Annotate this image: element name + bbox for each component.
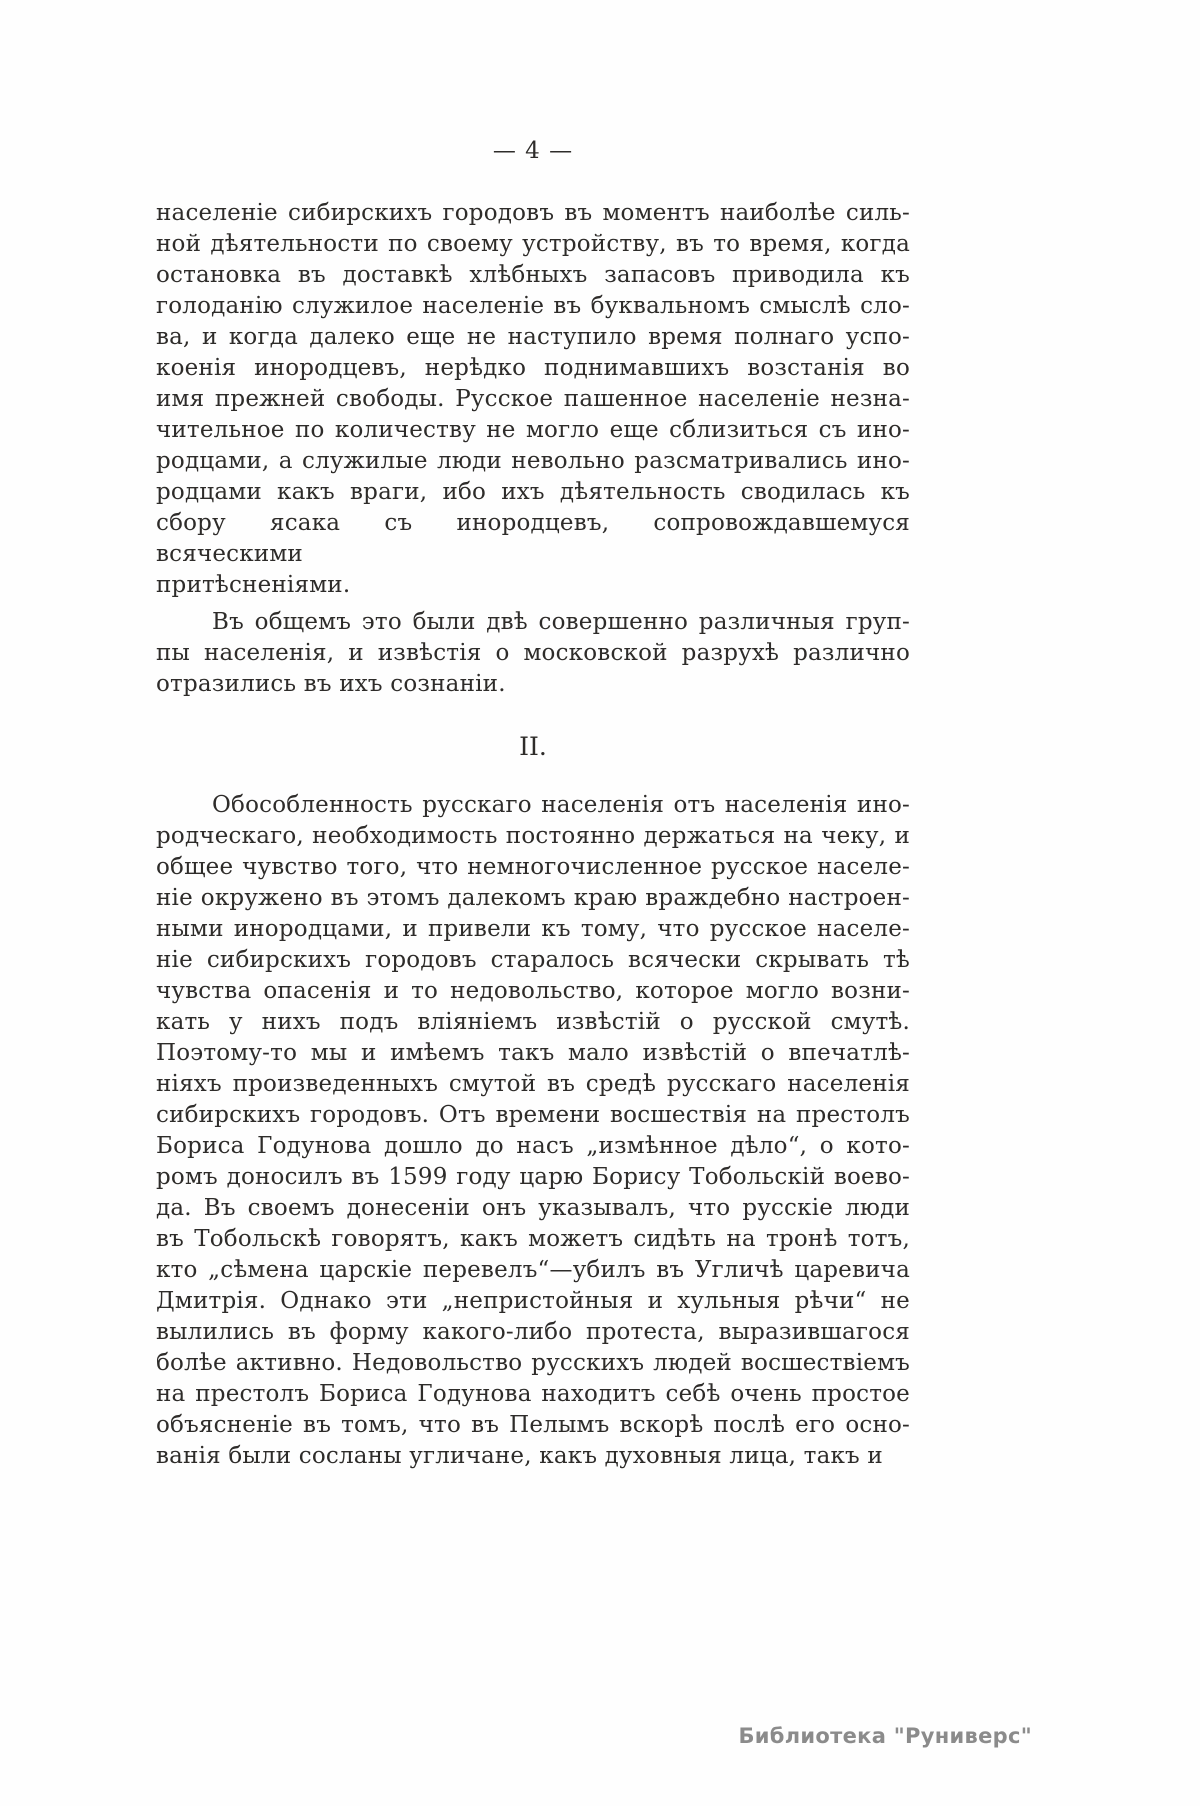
text-block: [156, 198, 910, 1472]
text-line: ромъ доносилъ въ 1599 году царю Борису Тобольскій воево-: [156, 1164, 910, 1190]
text-line: кто „сѣмена царскіе перевелъ“—убилъ въ Угличѣ царевича: [156, 1257, 910, 1283]
text-line: сбору ясака съ инородцевъ, сопровождавшемуся всяческими: [156, 510, 910, 567]
text-line: болѣе активно. Недовольство русскихъ людей восшествіемъ: [156, 1350, 910, 1376]
text-line: сибирскихъ городовъ. Отъ времени восшествія на престолъ: [156, 1102, 910, 1128]
text-line: Поэтому-то мы и имѣемъ такъ мало извѣстій о впечатлѣ-: [156, 1040, 910, 1066]
text-line: родческаго, необходимость постоянно держаться на чеку, и: [156, 823, 910, 849]
text-column: [156, 138, 910, 1472]
section-heading: II.: [519, 732, 547, 761]
text-line: отразились въ ихъ сознаніи.: [156, 671, 506, 697]
text-line: да. Въ своемъ донесеніи онъ указывалъ, что русскіе люди: [156, 1195, 910, 1221]
text-line: остановка въ доставкѣ хлѣбныхъ запасовъ приводила къ: [156, 262, 910, 288]
text-line: ной дѣятельности по своему устройству, въ то время, когда: [156, 231, 910, 257]
paragraph: [156, 790, 910, 1472]
page-number: — 4 —: [492, 138, 574, 164]
text-line: кать у нихъ подъ вліяніемъ извѣстій о русской смутѣ.: [156, 1009, 910, 1035]
paragraph: [156, 198, 910, 601]
text-line: ванія были сосланы угличане, какъ духовныя лица, такъ и: [156, 1443, 883, 1469]
text-line: родцами какъ враги, ибо ихъ дѣятельность сводилась къ: [156, 479, 910, 505]
text-line: притѣсненіями.: [156, 572, 351, 598]
text-line: имя прежней свободы. Русское пашенное населеніе незна-: [156, 386, 910, 412]
text-line: ва, и когда далеко еще не наступило время полнаго успо-: [156, 324, 910, 350]
text-line: вылились въ форму какого-либо протеста, выразившагося: [156, 1319, 910, 1345]
text-line: ніяхъ произведенныхъ смутой въ средѣ русскаго населенія: [156, 1071, 910, 1097]
text-line: общее чувство того, что немногочисленное русское населе-: [156, 854, 910, 880]
text-line: Дмитрія. Однако эти „непристойныя и хульныя рѣчи“ не: [156, 1288, 910, 1314]
text-line: ніе окружено въ этомъ далекомъ краю враждебно настроен-: [156, 885, 910, 911]
text-line: на престолъ Бориса Годунова находитъ себѣ очень простое: [156, 1381, 910, 1407]
text-line: голоданію служилое населеніе въ буквальномъ смыслѣ сло-: [156, 293, 910, 319]
text-line: пы населенія, и извѣстія о московской разрухѣ различно: [156, 640, 910, 666]
text-line: ными инородцами, и привели къ тому, что русское населе-: [156, 916, 910, 942]
text-line: Въ общемъ это были двѣ совершенно различныя груп-: [212, 609, 910, 635]
text-line: объясненіе въ томъ, что въ Пелымъ вскорѣ послѣ его осно-: [156, 1412, 910, 1438]
text-line: коенія инородцевъ, нерѣдко поднимавшихъ возстанія во: [156, 355, 910, 381]
text-line: Обособленность русскаго населенія отъ населенія ино-: [212, 792, 910, 818]
library-watermark: Библиотека "Руниверс": [738, 1724, 1032, 1748]
text-line: родцами, а служилые люди невольно разсматривались ино-: [156, 448, 910, 474]
text-line: чувства опасенія и то недовольство, которое могло возни-: [156, 978, 910, 1004]
text-line: чительное по количеству не могло еще сблизиться съ ино-: [156, 417, 910, 443]
text-line: Бориса Годунова дошло до насъ „измѣнное дѣло“, о кото-: [156, 1133, 910, 1159]
text-line: ніе сибирскихъ городовъ старалось всячески скрывать тѣ: [156, 947, 910, 973]
paragraph: [156, 607, 910, 700]
text-line: населеніе сибирскихъ городовъ въ моментъ наиболѣе силь-: [156, 200, 910, 226]
text-line: въ Тобольскѣ говорятъ, какъ можетъ сидѣть на тронѣ тотъ,: [156, 1226, 910, 1252]
